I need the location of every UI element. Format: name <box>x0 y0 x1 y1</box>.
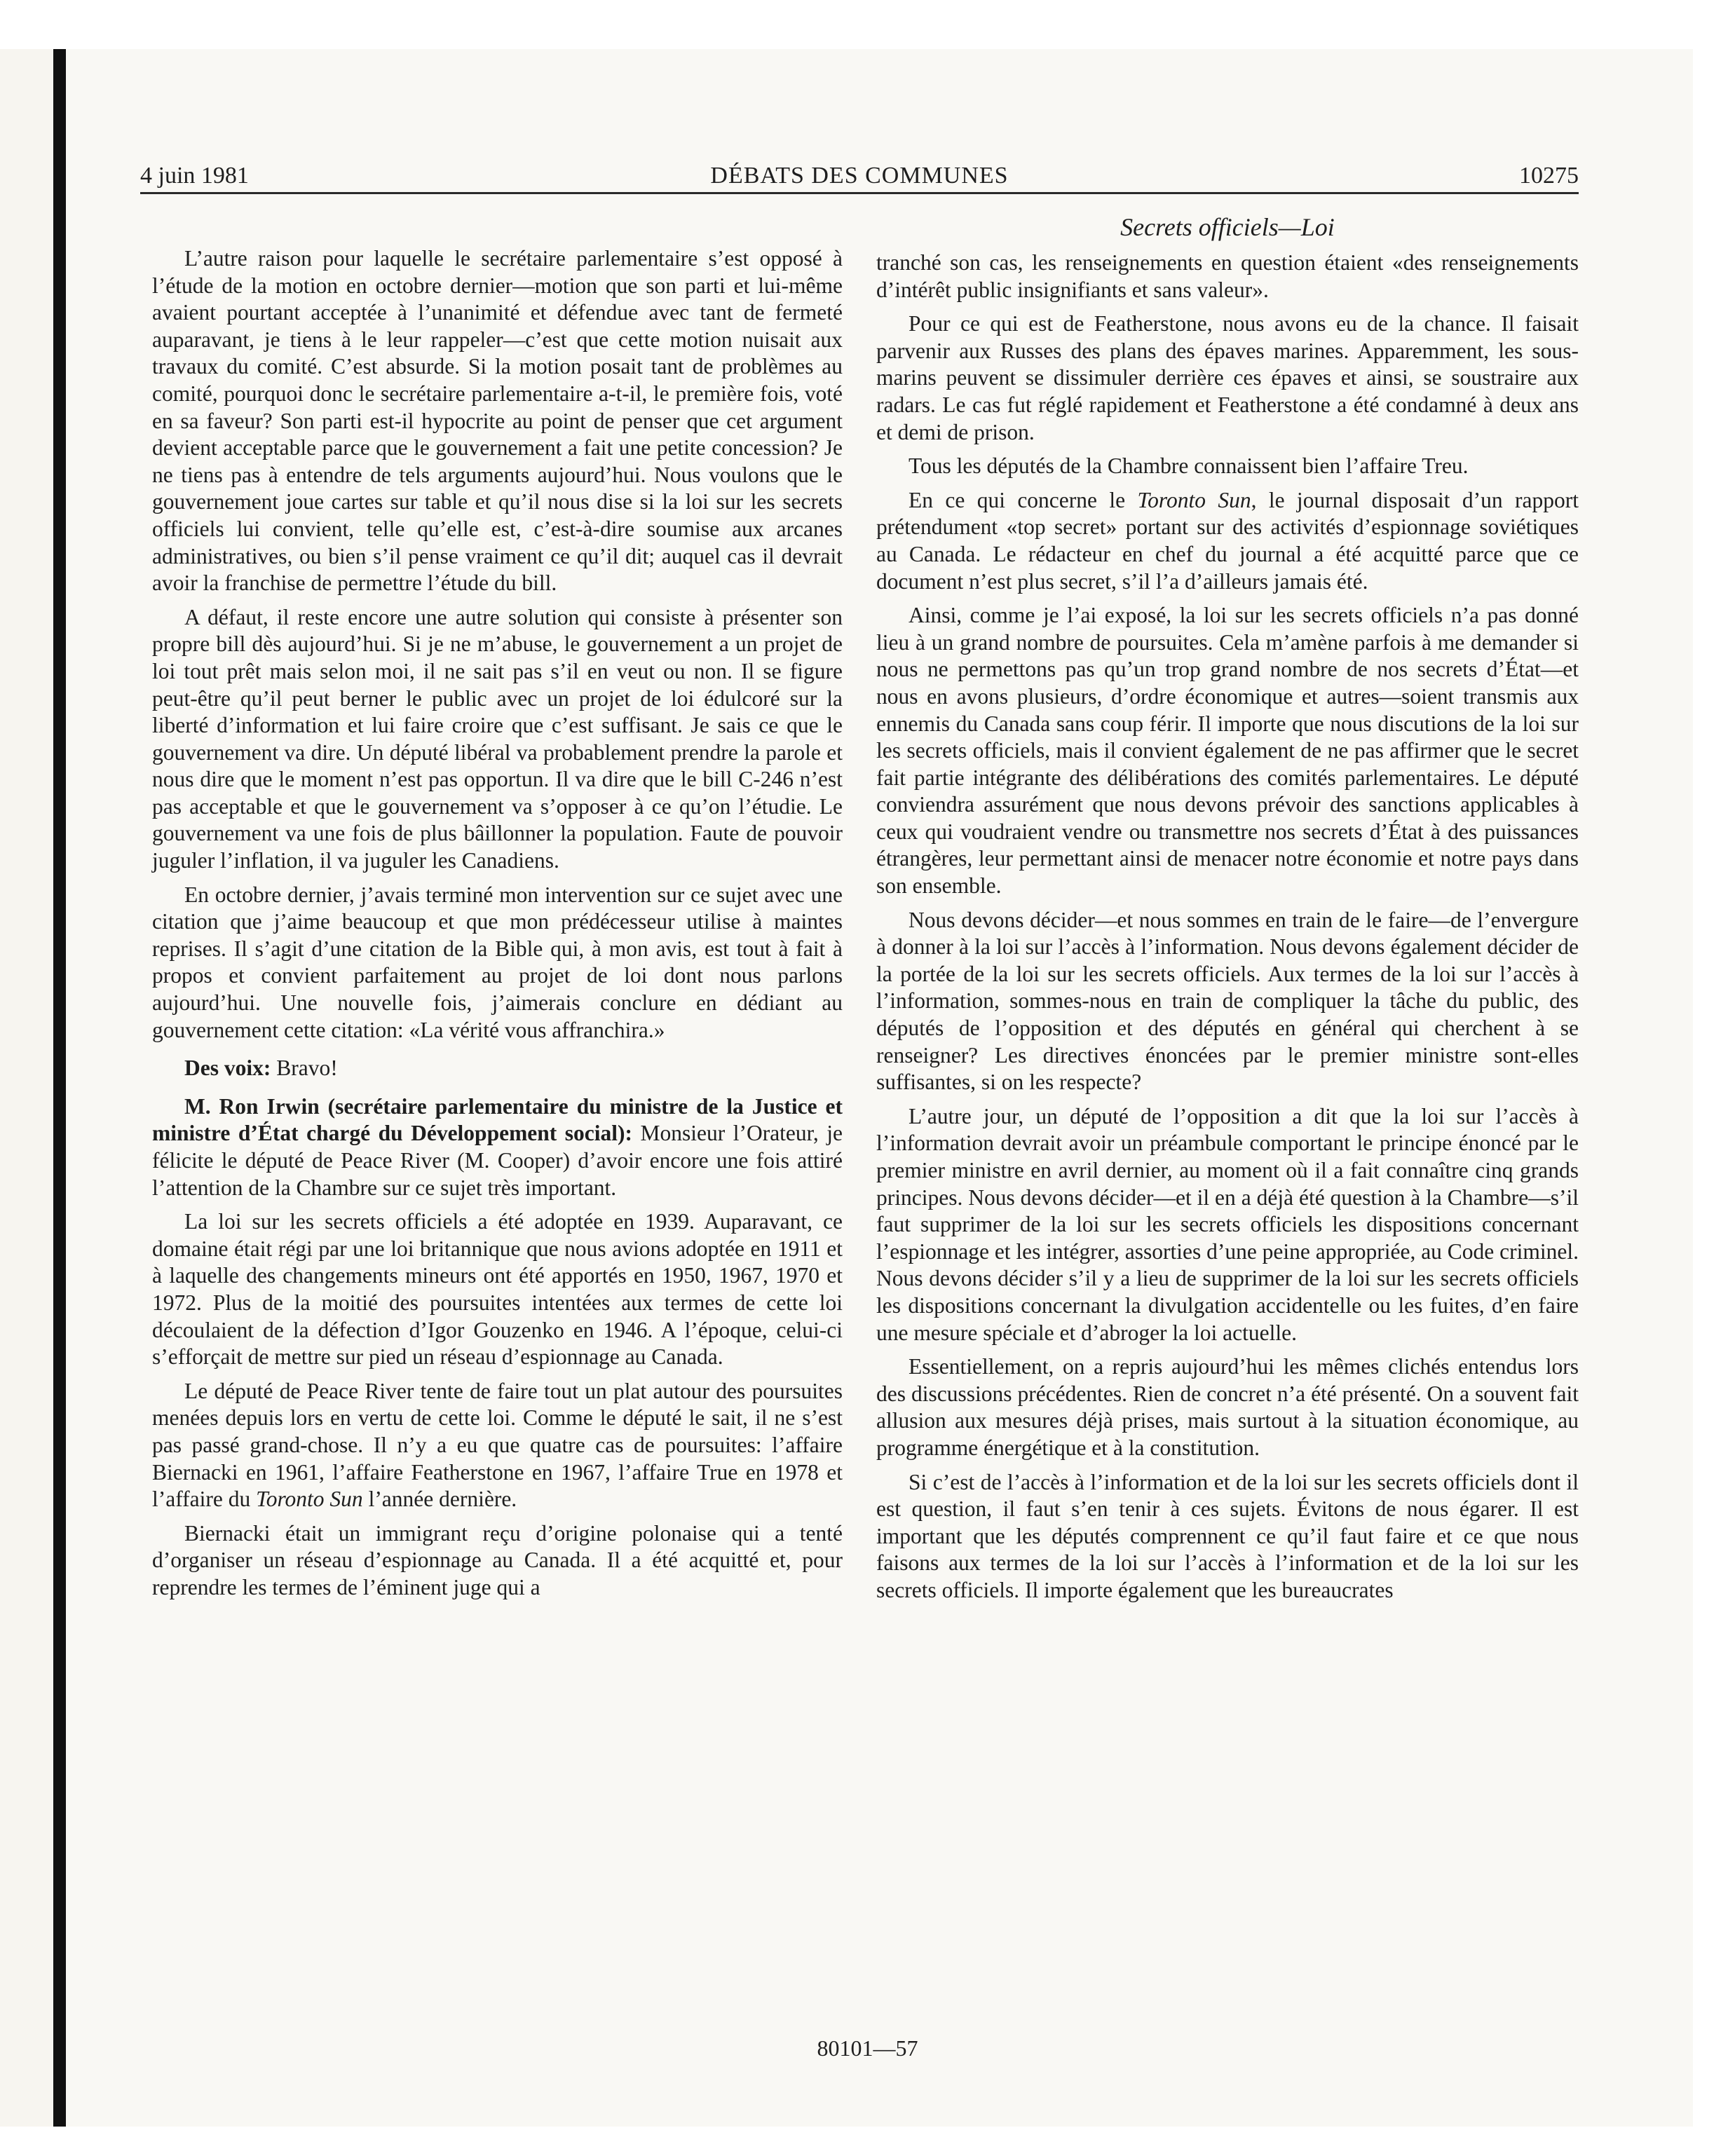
header-date: 4 juin 1981 <box>140 163 249 189</box>
running-header <box>140 160 1579 194</box>
right-column <box>876 250 1579 1611</box>
paragraph <box>876 487 1579 595</box>
paragraph <box>152 1378 843 1513</box>
paragraph: L’autre jour, un député de l’opposition a dit que la loi sur l’accès à l’information devrait avoir un préambule comportant le principe énoncé par le premier ministre en avril dernier, au moment où il a fait connaître cinq grands principes. Nous devons décider—et il en a déjà été question à la Chambre—s’il faut supprimer de la loi sur les secrets officiels les dispositions concernant l’espionnage et les intégrer, assorties d’une peine appropriée, au Code criminel. Nous devons décider s’il y a lieu de supprimer de la loi sur les secrets officiels les dispositions concernant la divulgation accidentelle ou les fuites, d’en faire une mesure spéciale et d’abroger la loi actuelle. <box>876 1103 1579 1345</box>
interjection-paragraph <box>152 1055 843 1082</box>
interjection-text: Bravo! <box>271 1056 338 1081</box>
newspaper-title: Toronto Sun <box>1137 487 1251 512</box>
paragraph-text: En ce qui concerne le <box>909 487 1138 512</box>
speech-paragraph <box>152 1093 843 1201</box>
paragraph-text: , le journal disposait d’un rapport prétendument «top secret» portant sur des activités d’espionnage soviétiques au Canada. Le rédacteur en chef du journal a été acquitté parce que ce document n’est plus secret, s’il l’a d’ailleurs jamais été. <box>876 487 1579 594</box>
scan-binding-edge <box>53 49 66 2127</box>
section-heading: Secrets officiels—Loi <box>1120 213 1335 241</box>
paragraph: En octobre dernier, j’avais terminé mon intervention sur ce sujet avec une citation que j’aime beaucoup et que mon prédécesseur utilise à maintes reprises. Il s’agit d’une citation de la Bible qui, à mon avis, est tout à fait à propos et convient parfaitement au projet de loi dont nous parlons aujourd’hui. Une nouvelle fois, j’aimerais conclure en dédiant au gouvernement cette citation: «La vérité vous affranchira.» <box>152 882 843 1042</box>
paragraph: Si c’est de l’accès à l’information et de la loi sur les secrets officiels dont il est question, il faut s’en tenir à ces sujets. Évitons de nous égarer. Il est important que les députés comprennent ce qu’il faut faire et ce que nous faisons aux termes de la loi sur l’accès à l’information et de la loi sur les secrets officiels. Il importe également que les bureaucrates <box>876 1469 1579 1602</box>
header-page-number: 10275 <box>1519 163 1579 189</box>
paragraph-text: l’année dernière. <box>362 1487 517 1512</box>
paragraph: Pour ce qui est de Featherstone, nous avons eu de la chance. Il faisait parvenir aux Russes des plans des épaves marines. Apparemment, les sous-marins peuvent se dissimuler derrière ces épaves et ainsi, se soustraire aux radars. Le cas fut réglé rapidement et Featherstone a été condamné à deux ans et demi de prison. <box>876 311 1579 444</box>
speaker-name: M. Ron Irwin (secrétaire parlementaire du ministre de la Justice et ministre d’État chargé du Développement social): <box>152 1093 843 1146</box>
paragraph: Biernacki était un immigrant reçu d’origine polonaise qui a tenté d’organiser un réseau d’espionnage au Canada. Il a été acquitté et, pour reprendre les termes de l’éminent juge qui a <box>152 1520 843 1599</box>
scan-margin-top <box>0 0 1735 49</box>
paragraph: Nous devons décider—et nous sommes en train de le faire—de l’envergure à donner à la loi sur l’accès à l’information. Nous devons également décider de la portée de la loi sur les secrets officiels. Aux termes de la loi sur l’accès à l’information, sommes-nous en train de compliquer la tâche du public, des députés de l’opposition et des députés en général qui cherchent à se renseigner? Les directives énoncées par le premier ministre sont-elles suffisantes, si on les respecte? <box>876 907 1579 1095</box>
paragraph: L’autre raison pour laquelle le secrétaire parlementaire s’est opposé à l’étude de la motion en octobre dernier—motion que son parti et lui-même avaient pourtant acceptée à l’unanimité et défendue avec tant de fermeté auparavant, je tiens à le leur rappeler—c’est que cette motion nuisait aux travaux du comité. C’est absurde. Si la motion posait tant de problèmes au comité, pourquoi donc le secrétaire parlementaire a-t-il, le première fois, voté en sa faveur? Son parti est-il hypocrite au point de penser que cet argument devient acceptable parce que le gouvernement a fait une petite concession? Je ne tiens pas à entendre de tels arguments aujourd’hui. Nous voulons que le gouvernement joue cartes sur table et qu’il nous dise si la loi sur les secrets officiels lui convient, telle qu’elle est, c’est-à-dire soumise aux arcanes administratives, ou bien s’il pense vraiment ce qu’il dit; auquel cas il devrait avoir la franchise de permettre l’étude du bill. <box>152 246 843 596</box>
paragraph: A défaut, il reste encore une autre solution qui consiste à présenter son propre bill dès aujourd’hui. Si je ne m’abuse, le gouvernement a un projet de loi tout prêt mais selon moi, il ne sait pas s’il en veut ou non. Il se figure peut-être qu’il peut berner le public avec un projet de loi édulcoré sur la liberté d’information et lui faire croire que c’est suffisant. Je sais ce que le gouvernement va dire. Un député libéral va probablement prendre la parole et nous dire que le moment n’est pas opportun. Il va dire que le bill C-246 n’est pas acceptable et que le gouvernement va s’opposer à ce qu’on l’étudie. Le gouvernement va une fois de plus bâillonner la population. Faute de pouvoir juguler l’inflation, il va juguler les Canadiens. <box>152 604 843 873</box>
speech-text: Monsieur l’Orateur, je félicite le député de Peace River (M. Cooper) d’avoir encore une fois attiré l’attention de la Chambre sur ce sujet très important. <box>152 1121 843 1200</box>
newspaper-title: Toronto Sun <box>256 1487 363 1512</box>
left-column <box>152 245 843 1609</box>
interjection-speaker: Des voix: <box>184 1056 271 1081</box>
scan-margin-bottom <box>0 2127 1735 2156</box>
paragraph-text: Le député de Peace River tente de faire tout un plat autour des poursuites menées depuis lors en vertu de cette loi. Comme le député le sait, il ne s’est pas passé grand-chose. Il n’y a eu que quatre cas de poursuites: l’affaire Biernacki en 1961, l’affaire Featherstone en 1967, l’affaire True en 1978 et l’affaire du <box>152 1378 843 1512</box>
paragraph: Ainsi, comme je l’ai exposé, la loi sur les secrets officiels n’a pas donné lieu à un grand nombre de poursuites. Cela m’amène parfois à me demander si nous ne permettons pas qu’un trop grand nombre de nos secrets d’État—et nous en avons plusieurs, d’ordre économique et autres—soient transmis aux ennemis du Canada sans coup férir. Il importe que nous discutions de la loi sur les secrets officiels, mais il convient également de ne pas affirmer que le secret fait partie intégrante des délibérations des comités parlementaires. Le député conviendra assurément que nous devons prévoir des sanctions applicables à ceux qui voudraient vendre ou transmettre nos secrets d’État à des puissances étrangères, leur permettant ainsi de menacer notre économie et notre pays dans son ensemble. <box>876 603 1579 899</box>
scan-margin-right <box>1693 0 1735 2156</box>
paragraph: Essentiellement, on a repris aujourd’hui les mêmes clichés entendus lors des discussions précédentes. Rien de concret n’a été présenté. On a souvent fait allusion aux mesures déjà prises, mais surtout à la situation économique, au programme énergétique et à la constitution. <box>876 1354 1579 1460</box>
page-folio: 80101—57 <box>817 2035 918 2061</box>
header-title: DÉBATS DES COMMUNES <box>710 163 1009 189</box>
paragraph: La loi sur les secrets officiels a été adoptée en 1939. Auparavant, ce domaine était régi par une loi britannique que nous avions adoptée en 1911 et à laquelle des changements mineurs ont été apportés en 1950, 1967, 1970 et 1972. Plus de la moitié des poursuites intentées aux termes de cette loi découlaient de la défection d’Igor Gouzenko en 1946. A l’époque, celui-ci s’efforçait de mettre sur pied un réseau d’espionnage au Canada. <box>152 1209 843 1370</box>
paragraph: Tous les députés de la Chambre connaissent bien l’affaire Treu. <box>909 453 1469 479</box>
paragraph-continuation: tranché son cas, les renseignements en question étaient «des renseignements d’intérêt public insignifiants et sans valeur». <box>876 250 1579 302</box>
